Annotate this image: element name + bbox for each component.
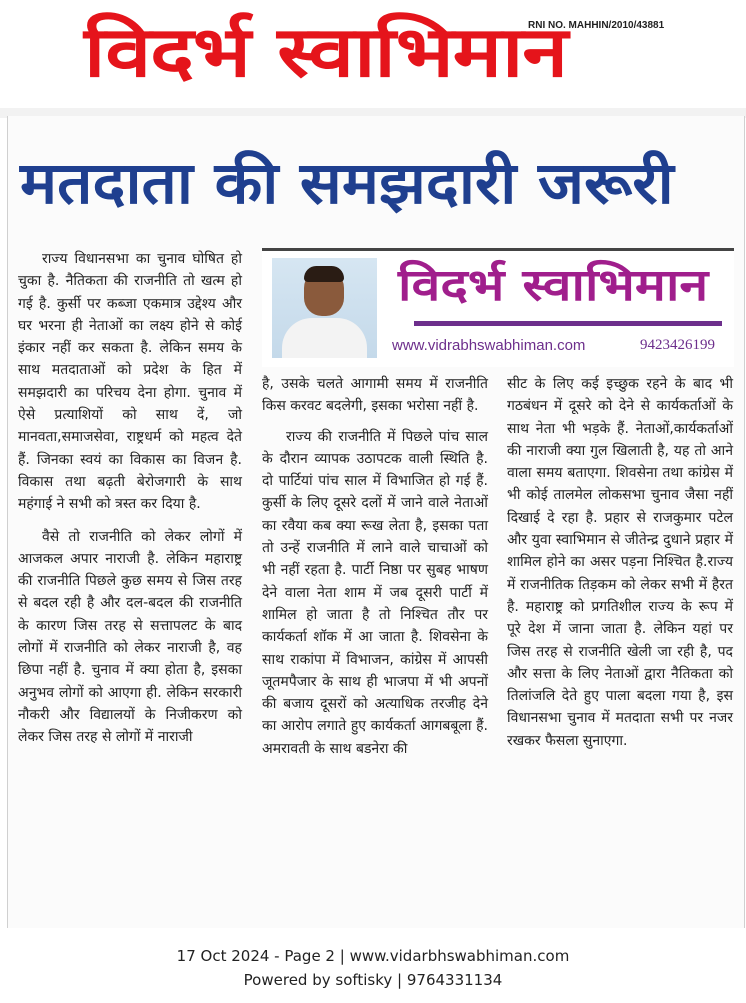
promo-phone: 9423426199 <box>640 337 715 353</box>
article-column-3 <box>507 373 733 752</box>
article-paragraph: राज्य विधानसभा का चुनाव घोषित हो चुका है. नैतिकता की राजनीति तो खत्म हो गई है. कुर्सी पर कब्जा एकमात्र उद्देश्य और घर भरना ही नेताओं का लक्ष्य होने से कोई इंकार नहीं कर सकता है. लेकिन समय के साथ मतदाताओं को प्रदेश के हित में समझदारी का परिचय देना होगा. चुनाव में ऐसे प्रत्याशियों को साथ दें, जो मानवता,समाजसेवा, राष्ट्रधर्म को महत्व देते हैं. जिनका स्वयं का विकास का विजन है. विकास तथा बढ़ती बेरोजगारी के साथ महंगाई ने सभी को त्रस्त कर दिया है. <box>18 251 242 513</box>
page-footer <box>0 932 746 1003</box>
promo-title: विदर्भ स्वाभिमान <box>398 260 709 311</box>
photo-shirt <box>282 318 367 358</box>
footer-powered-line: Powered by softisky | 9764331134 <box>243 971 503 989</box>
photo-hair <box>304 266 344 282</box>
rni-number: RNI NO. MAHHIN/2010/43881 <box>528 20 665 31</box>
masthead <box>0 0 746 108</box>
footer-date-line: 17 Oct 2024 - Page 2 | www.vidarbhswabhiman.com <box>176 947 570 965</box>
article-column-1 <box>18 248 242 749</box>
article-column-2 <box>262 373 488 760</box>
promo-underline <box>414 321 722 326</box>
article-headline: मतदाता की समझदारी जरूरी <box>20 149 674 217</box>
article-paragraph: है, उसके चलते आगामी समय में राजनीति किस करवट बदलेगी, इसका भरोसा नहीं है. <box>262 376 488 415</box>
article-paragraph: राज्य की राजनीति में पिछले पांच साल के दौरान व्यापक उठापटक वाली स्थिति है. दो पार्टियां पांच साल में विभाजित हो गई हैं. कुर्सी के लिए दूसरे दलों में जाने वाले नेताओं का रवैया कब क्या रूख लेता है, इसका पता तो उन्हें राजनीति में लाने वाले चाचाओं को भी नहीं रहता है. पार्टी निष्ठा पर सुबह भाषण देने वाला नेता शाम में जब दूसरी पार्टी में शामिल हो जाता है तो निश्चित तौर पर कार्यकर्ता शॉक में आ जाता है. शिवसेना के साथ राकांपा में विभाजन, कांग्रेस में आपसी जूतमपैजार के साथ ही भाजपा में भी अपनों की बजाय दूसरों को अत्याधिक तरजीह देने का आरोप लगाते हुए कार्यकर्ता आगबबूला हैं. अमरावती के साथ बडनेरा की <box>262 428 488 757</box>
promo-url[interactable]: www.vidrabhswabhiman.com <box>392 337 586 354</box>
article-paragraph: वैसे तो राजनीति को लेकर लोगों में आजकल अपार नाराजी है. लेकिन महाराष्ट्र की राजनीति पिछले कुछ समय से जिस तरह से बदल रही है और दल-बदल की राजनीति के कारण जिस तरह से सत्तापलट के बाद लोगों में राजनीति को लेकर नाराजी है, वह छिपा नहीं है. चुनाव में क्या होता है, इसका अनुभव लोगों को आएगा ही. लेकिन सरकारी नौकरी और विद्यालयों के निजीकरण को लेकर जिस तरह से लोगों में नाराजी <box>18 528 242 746</box>
promo-banner <box>262 248 734 367</box>
masthead-title: विदर्भ स्वाभिमान <box>84 11 567 93</box>
article-paragraph: सीट के लिए कई इच्छुक रहने के बाद भी गठबंधन में दूसरे को देने से कार्यकर्ताओं के साथ नेता भी भड़के हैं. नेताओं,कार्यकर्ताओं की नाराजी क्या गुल खिलाती है, यह तो आने वाला समय बताएगा. शिवसेना तथा कांग्रेस में भी कोई तालमेल लोकसभा चुनाव जैसा नहीं दिखाई दे रहा है. प्रहार से राजकुमार पटेल और युवा स्वाभिमान से जीतेन्द्र दुधाने प्रहार में शामिल होने का असर पड़ना निश्चित है.राज्य में राजनीतिक तिड़कम को लेकर सभी में हैरत है. महाराष्ट्र को प्रगतिशील राज्य के रूप में पूरे देश में जाना जाता है. लेकिन यहां पर जिस तरह से राजनीति खेली जा रही है, पद और सत्ता के लिए नेताओं द्वारा नैतिकता को तिलांजलि देते हुए पाला बदला गया है, इस विधानसभा चुनाव में मतदाता सभी पर नजर रखकर फैसला सुनाएगा. <box>507 376 733 749</box>
author-photo <box>272 258 377 358</box>
